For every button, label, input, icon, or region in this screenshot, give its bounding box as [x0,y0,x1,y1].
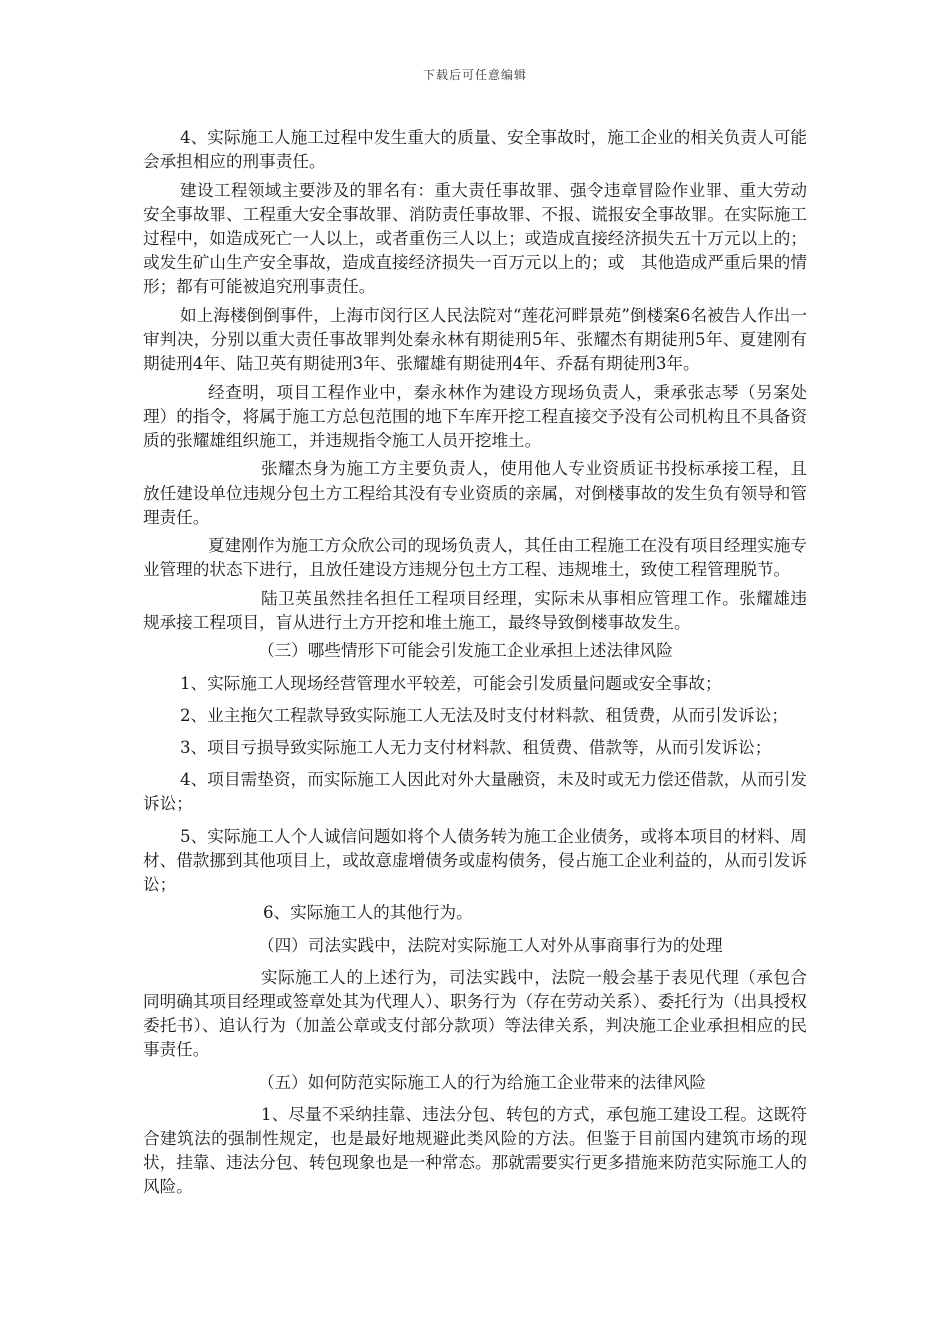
list-item: 2、业主拖欠工程款导致实际施工人无法及时支付材料款、租赁费，从而引发诉讼； [180,705,788,725]
paragraph: 张耀杰身为施工方主要负责人，使用他人专业资质证书投标承接工程，且放任建设单位违规分包土方工程给其没有专业资质的亲属，对倒楼事故的发生负有领导和管理责任。 [143,459,807,527]
list-item: 1、实际施工人现场经营管理水平较差，可能会引发质量问题或安全事故； [180,673,722,693]
page-header: 下载后可任意编辑 [422,68,527,82]
paragraph: 陆卫英虽然挂名担任工程项目经理，实际未从事相应管理工作。张耀雄违规承接工程项目，盲从进行土方开挖和堆土施工，最终导致倒楼事故发生。 [143,588,807,632]
section-heading: （四）司法实践中，法院对实际施工人对外从事商事行为的处理 [258,935,723,955]
paragraph: 4、实际施工人施工过程中发生重大的质量、安全事故时，施工企业的相关负责人可能会承担相应的刑事责任。 [143,128,807,172]
paragraph: 夏建刚作为施工方众欣公司的现场负责人，其任由工程施工在没有项目经理实施专业管理的状态下进行，且放任建设方违规分包土方工程、违规堆土，致使工程管理脱节。 [143,536,807,580]
paragraph: 建设工程领域主要涉及的罪名有：重大责任事故罪、强令违章冒险作业罪、重大劳动安全事故罪、工程重大安全事故罪、消防责任事故罪、不报、谎报安全事故罪。在实际施工过程中，如造成死亡一人以上，或者重伤三人以上；或造成直接经济损失五十万元以上的；或发生矿山生产安全事故，造成直接经济损失一百万元以上的；或 其他造成严重后果的情形；都有可能被追究刑事责任。 [143,180,807,297]
paragraph: 如上海楼倒倒事件，上海市闵行区人民法院对“莲花河畔景苑”倒楼案6名被告人作出一审判决，分别以重大责任事故罪判处秦永林有期徒刑5年、张耀杰有期徒刑5年、夏建刚有期徒刑4年、陆卫英有期徒刑3年、张耀雄有期徒刑4年、乔磊有期徒刑3年。 [143,305,807,374]
document-body [143,126,807,1200]
section-heading: （三）哪些情形下可能会引发施工企业承担上述法律风险 [258,641,673,661]
list-item: 5、实际施工人个人诚信问题如将个人债务转为施工企业债务，或将本项目的材料、周材、借款挪到其他项目上，或故意虚增债务或虚构债务，侵占施工企业利益的，从而引发诉讼； [143,826,807,894]
paragraph: 经查明，项目工程作业中，秦永林作为建设方现场负责人，秉承张志琴（另案处理）的指令，将属于施工方总包范围的地下车库开挖工程直接交予没有公司机构且不具备资质的张耀雄组织施工，并违规指令施工人员开挖堆土。 [143,382,807,450]
section-heading: （五）如何防范实际施工人的行为给施工企业带来的法律风险 [258,1072,707,1092]
list-item: 6、实际施工人的其他行为。 [263,903,473,923]
list-item: 4、项目需垫资，而实际施工人因此对外大量融资，未及时或无力偿还借款，从而引发诉讼； [143,770,807,814]
list-item: 3、项目亏损导致实际施工人无力支付材料款、租赁费、借款等，从而引发诉讼； [180,737,772,757]
paragraph: 实际施工人的上述行为，司法实践中，法院一般会基于表见代理（承包合同明确其项目经理或签章处其为代理人）、职务行为（存在劳动关系）、委托行为（出具授权委托书）、追认行为（加盖公章或支付部分款项）等法律关系，判决施工企业承担相应的民事责任。 [143,967,807,1060]
paragraph: 1、尽量不采纳挂靠、违法分包、转包的方式，承包施工建设工程。这既符合建筑法的强制性规定，也是最好地规避此类风险的方法。但鉴于目前国内建筑市场的现状，挂靠、违法分包、转包现象也是一种常态。那就需要实行更多措施来防范实际施工人的风险。 [143,1104,807,1197]
